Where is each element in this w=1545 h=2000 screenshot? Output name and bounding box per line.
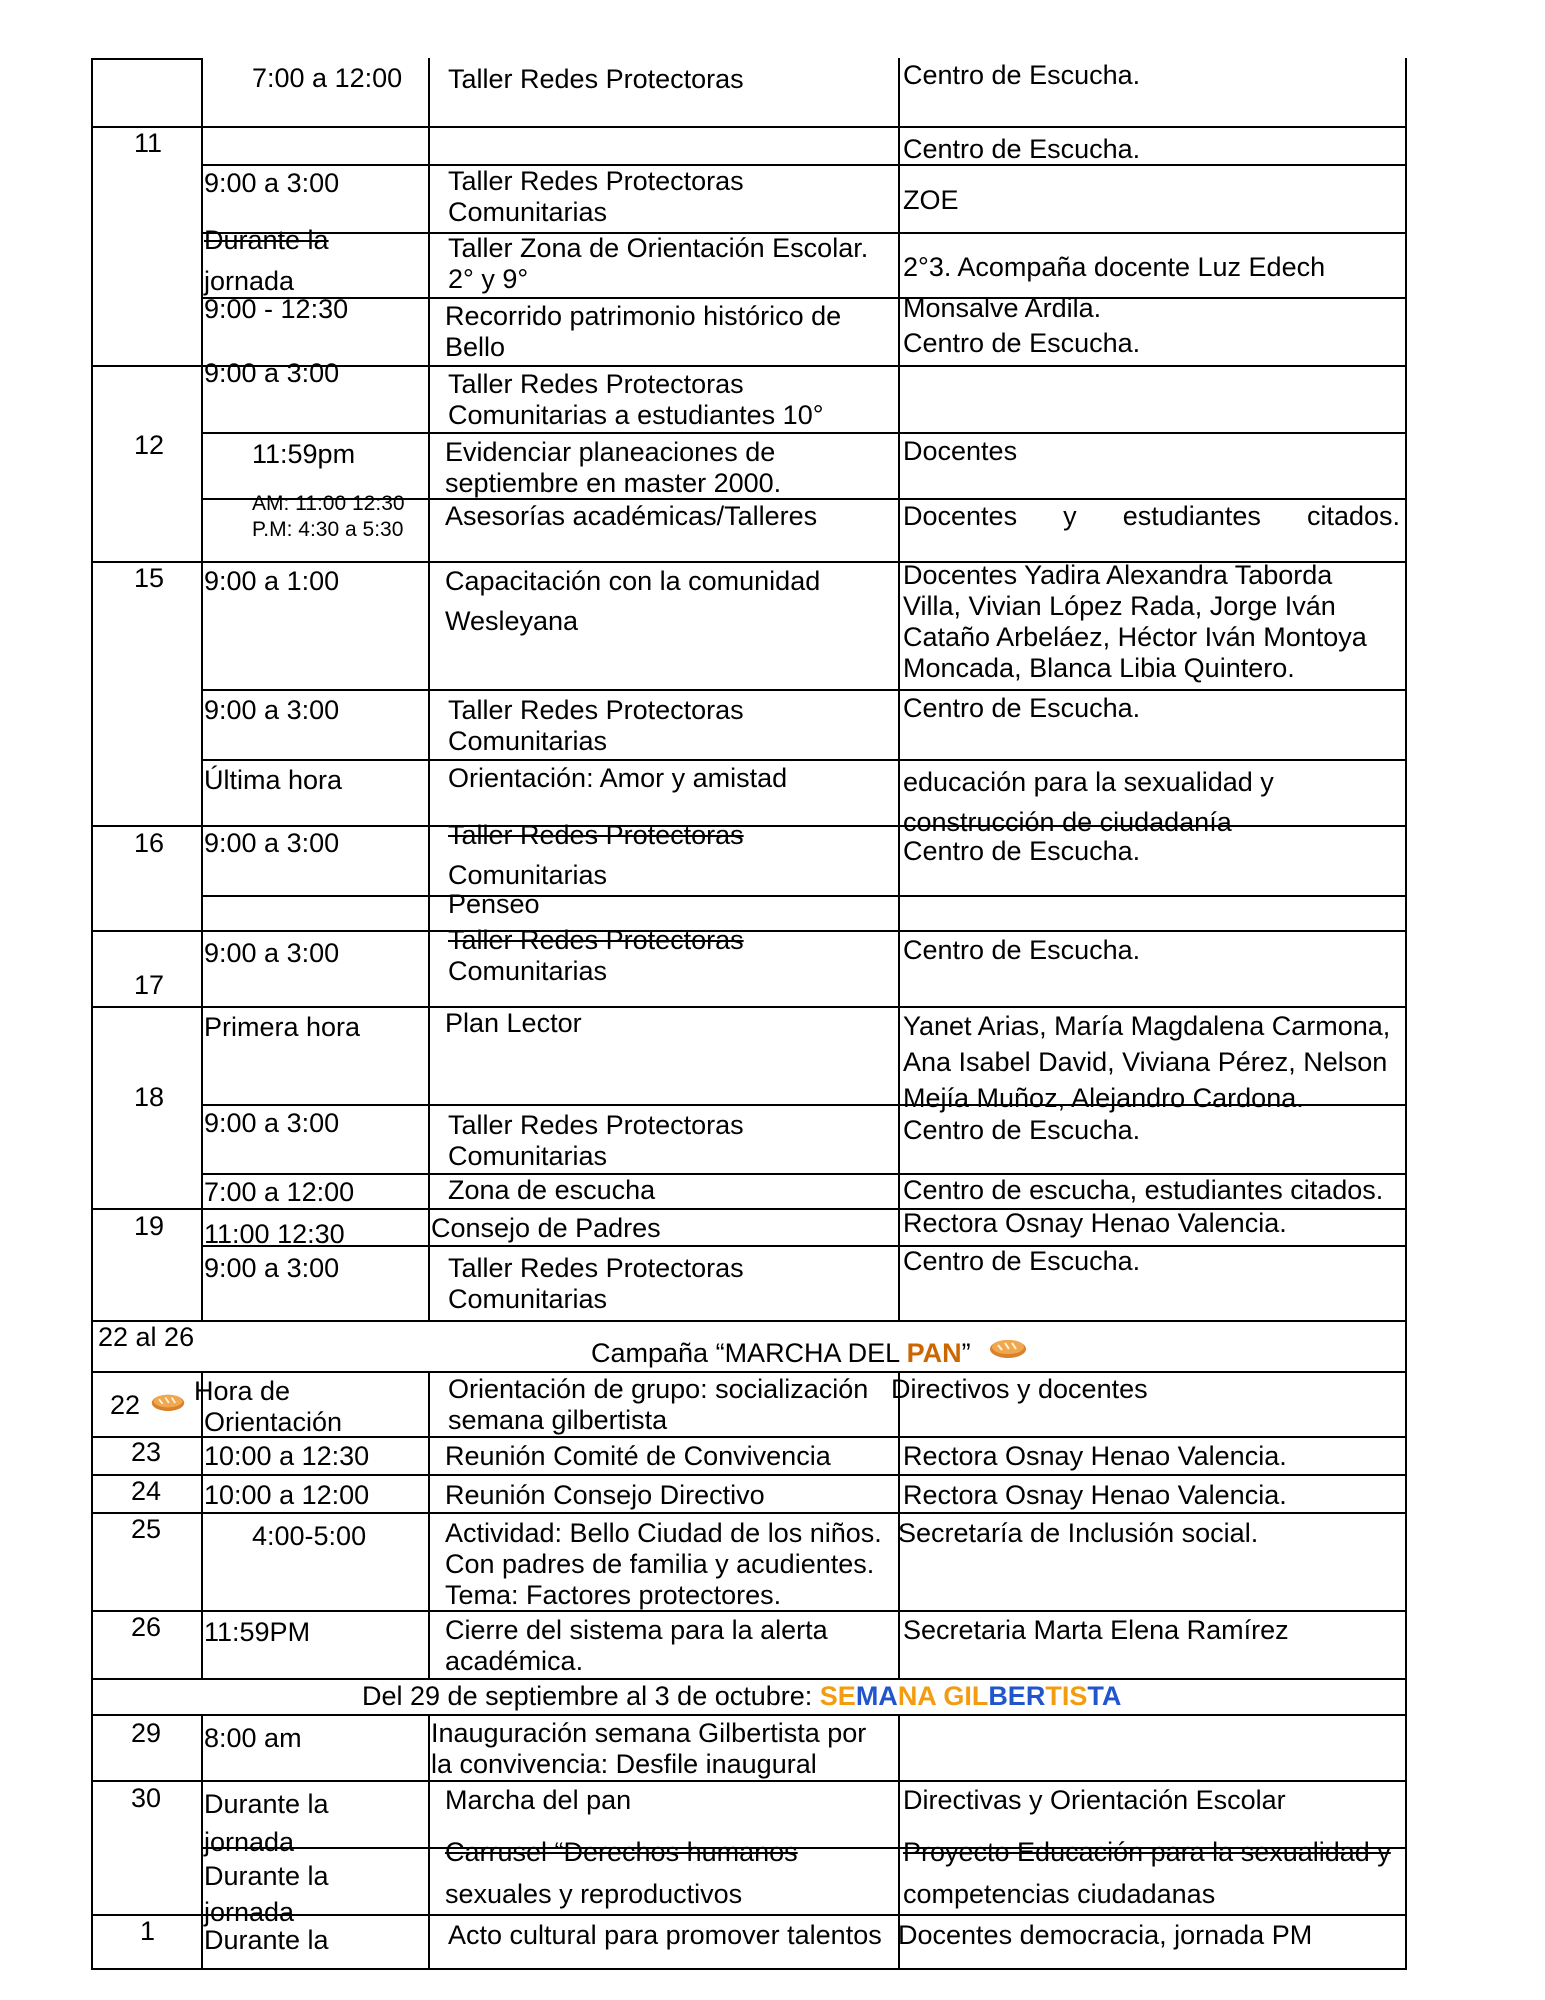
row-divider — [201, 759, 1407, 761]
time-cell: 11:59PM — [204, 1617, 311, 1647]
row-divider — [91, 1371, 1407, 1373]
activity-cell: Orientación de grupo: socialización semana gilbertista — [448, 1374, 869, 1435]
time-cell: Hora de Orientación — [194, 1376, 343, 1437]
day-cell: 18 — [134, 1082, 165, 1112]
day-cell: 26 — [131, 1612, 162, 1642]
time-cell: Durante la jornada — [204, 1789, 329, 1857]
table-border-bottom — [91, 1968, 1407, 1970]
responsible-cell: Centro de Escucha. — [903, 1115, 1141, 1145]
activity-cell: Taller Redes Protectoras Comunitarias — [448, 1110, 744, 1171]
time-cell: 8:00 am — [204, 1723, 302, 1753]
row-divider — [91, 1678, 1407, 1680]
row-divider — [91, 1512, 1407, 1514]
responsible-cell: Rectora Osnay Henao Valencia. — [903, 1208, 1287, 1238]
row-divider — [201, 895, 1407, 897]
activity-cell: Plan Lector — [445, 1008, 582, 1038]
responsible-cell: Docentes democracia, jornada PM — [898, 1920, 1313, 1950]
activity-cell: Cierre del sistema para la alerta académica. — [445, 1615, 828, 1676]
activity-cell: Taller Zona de Orientación Escolar. 2° y 9° — [448, 233, 869, 294]
time-cell: 11:00 12:30 — [204, 1219, 345, 1249]
activity-cell: Carrusel “Derechos humanos sexuales y reproductivos — [445, 1837, 798, 1909]
time-cell: 10:00 a 12:30 — [204, 1441, 370, 1471]
row-divider — [201, 164, 1407, 166]
row-divider — [91, 1320, 1407, 1322]
responsible-cell: Secretaría de Inclusión social. — [898, 1518, 1259, 1548]
activity-cell: Actividad: Bello Ciudad de los niños. Con padres de familia y acudientes. Tema: Factores protectores. — [445, 1518, 882, 1610]
activity-cell: Penseo — [448, 889, 540, 919]
activity-cell: Taller Redes Protectoras Comunitarias — [448, 1253, 744, 1314]
row-divider — [201, 689, 1407, 691]
campaign-title: Campaña “MARCHA DEL PAN” — [591, 1338, 1028, 1369]
responsible-cell: Secretaria Marta Elena Ramírez — [903, 1615, 1289, 1645]
activity-cell: Consejo de Padres — [431, 1213, 661, 1243]
table-border-right — [1405, 58, 1407, 1970]
table-border-left — [91, 58, 93, 1970]
time-cell: 9:00 a 3:00 — [204, 358, 340, 388]
responsible-cell: Centro de Escucha. — [903, 693, 1141, 723]
semana-gilbertista-word: SEMANA GILBERTISTA — [819, 1681, 1122, 1711]
activity-cell: Marcha del pan — [445, 1785, 632, 1815]
day-cell: 12 — [134, 430, 165, 460]
time-cell: Última hora — [204, 765, 343, 795]
time-cell: 9:00 a 3:00 — [204, 1253, 340, 1283]
responsible-cell: Centro de Escucha. — [903, 836, 1141, 866]
time-cell: Durante la jornada — [204, 225, 329, 296]
responsible-cell: Centro de Escucha. — [903, 1246, 1141, 1276]
time-cell: 9:00 a 1:00 — [204, 566, 340, 596]
responsible-cell: Directivas y Orientación Escolar — [903, 1785, 1286, 1815]
time-cell: AM: 11:00 12:30 P.M: 4:30 a 5:30 — [252, 492, 405, 541]
time-cell: 7:00 a 12:00 — [204, 1177, 355, 1207]
bread-icon — [150, 1391, 186, 1413]
activity-cell: Taller Redes Protectoras — [448, 64, 744, 94]
column-divider — [428, 1716, 430, 1970]
row-divider — [91, 930, 1407, 932]
day-cell: 22 al 26 — [98, 1322, 195, 1352]
day-cell: 22 — [110, 1390, 186, 1421]
responsible-cell: Centro de Escucha. — [903, 935, 1141, 965]
responsible-cell: Centro de Escucha. — [903, 134, 1141, 164]
responsible-cell: Docentes y estudiantes citados. — [903, 501, 1400, 531]
time-cell: 4:00-5:00 — [252, 1521, 367, 1551]
responsible-cell: 2°3. Acompaña docente Luz Edech — [903, 252, 1326, 282]
time-cell: 9:00 a 3:00 — [204, 938, 340, 968]
responsible-cell: Yanet Arias, María Magdalena Carmona, Ana Isabel David, Viviana Pérez, Nelson Mejía Muñoz, Alejandro Cardona. — [903, 1011, 1391, 1113]
time-cell: 9:00 - 12:30 — [204, 294, 349, 324]
day-cell: 24 — [131, 1476, 162, 1506]
activity-cell: Reunión Consejo Directivo — [445, 1480, 765, 1510]
row-divider — [201, 1245, 1407, 1247]
responsible-cell: Docentes Yadira Alexandra Taborda Villa, Vivian López Rada, Jorge Iván Cataño Arbeláez, Héctor Iván Montoya Moncada, Blanca Libia Quintero. — [903, 560, 1367, 683]
time-cell: 9:00 a 3:00 — [204, 828, 340, 858]
row-divider — [91, 1780, 1407, 1782]
column-divider — [201, 1716, 203, 1970]
column-divider — [428, 1373, 430, 1680]
row-divider — [91, 1714, 1407, 1716]
day-cell: 30 — [131, 1783, 162, 1813]
activity-cell: Recorrido patrimonio histórico de Bello — [445, 301, 842, 362]
time-cell: Durante la — [204, 1925, 329, 1955]
bread-icon — [988, 1336, 1028, 1360]
activity-cell: Zona de escucha — [448, 1175, 656, 1205]
responsible-cell: educación para la sexualidad y construcción de ciudadanía — [903, 767, 1274, 837]
row-divider — [91, 126, 1407, 128]
activity-cell: Capacitación con la comunidad Wesleyana — [445, 566, 821, 636]
day-cell: 17 — [134, 970, 165, 1000]
time-cell: Durante la jornada — [204, 1861, 329, 1927]
day-cell: 29 — [131, 1718, 162, 1748]
activity-cell: Asesorías académicas/Talleres — [445, 501, 818, 531]
campaign-pan-word: PAN — [906, 1338, 962, 1368]
responsible-cell: Rectora Osnay Henao Valencia. — [903, 1480, 1287, 1510]
day-cell: 19 — [134, 1211, 165, 1241]
day-cell: 23 — [131, 1437, 162, 1467]
time-cell: 9:00 a 3:00 — [204, 168, 340, 198]
time-cell: Primera hora — [204, 1012, 361, 1042]
time-cell: 7:00 a 12:00 — [252, 63, 403, 93]
time-cell: 11:59pm — [252, 439, 356, 469]
activity-cell: Reunión Comité de Convivencia — [445, 1441, 831, 1471]
day-cell: 15 — [134, 563, 165, 593]
activity-cell: Taller Redes Protectoras Comunitarias — [448, 166, 744, 227]
activity-cell: Taller Redes Protectoras Comunitarias — [448, 925, 744, 986]
row-divider — [201, 297, 1407, 299]
semana-gilbertista-header: Del 29 de septiembre al 3 de octubre: SEMANA GILBERTISTA — [362, 1681, 1122, 1711]
responsible-cell: Centro de escucha, estudiantes citados. — [903, 1175, 1384, 1205]
responsible-cell: Centro de Escucha. — [903, 60, 1141, 90]
activity-cell: Taller Redes Protectoras Comunitarias — [448, 820, 744, 890]
activity-cell: Orientación: Amor y amistad — [448, 763, 788, 793]
activity-cell: Taller Redes Protectoras Comunitarias — [448, 695, 744, 756]
day-cell: 16 — [134, 828, 165, 858]
responsible-cell: Rectora Osnay Henao Valencia. — [903, 1441, 1287, 1471]
day-cell: 11 — [134, 128, 163, 158]
responsible-cell: Monsalve Ardila. Centro de Escucha. — [903, 293, 1141, 358]
responsible-cell: Docentes — [903, 436, 1018, 466]
activity-cell: Acto cultural para promover talentos — [448, 1920, 882, 1950]
activity-cell: Taller Redes Protectoras Comunitarias a estudiantes 10° — [448, 369, 824, 430]
time-cell: 10:00 a 12:00 — [204, 1480, 370, 1510]
activity-cell: Inauguración semana Gilbertista por la convivencia: Desfile inaugural — [431, 1718, 867, 1779]
responsible-cell: Directivos y docentes — [891, 1374, 1148, 1404]
responsible-cell: ZOE — [903, 185, 959, 215]
time-cell: 9:00 a 3:00 — [204, 695, 340, 725]
row-divider — [91, 1474, 1407, 1476]
row-divider — [91, 58, 202, 60]
day-cell: 1 — [140, 1916, 156, 1946]
activity-cell: Evidenciar planeaciones de septiembre en master 2000. — [445, 437, 782, 498]
time-cell: 9:00 a 3:00 — [204, 1108, 340, 1138]
responsible-cell: Proyecto Educación para la sexualidad y competencias ciudadanas — [903, 1837, 1391, 1909]
day-cell: 25 — [131, 1514, 162, 1544]
row-divider — [201, 432, 1407, 434]
